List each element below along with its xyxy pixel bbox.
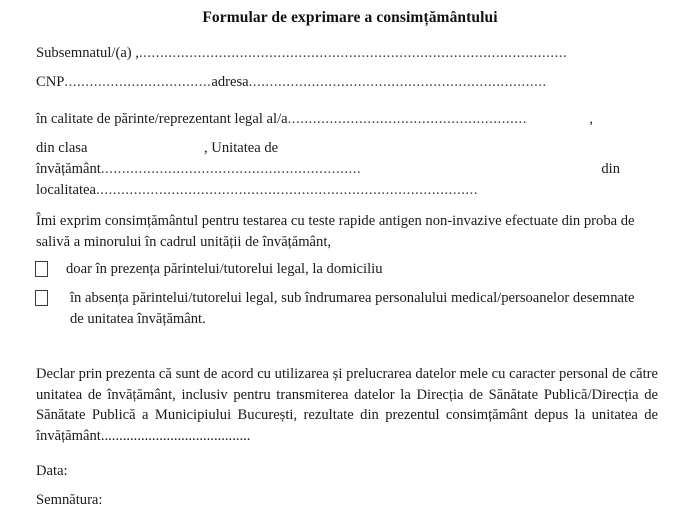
field-adresa-dots: ....................................................................... bbox=[248, 74, 547, 90]
field-localitatea[interactable] bbox=[36, 181, 612, 200]
field-cnp-dots: ................................... bbox=[64, 74, 212, 90]
field-subsemnatul[interactable] bbox=[36, 44, 618, 63]
checkbox-icon-option-2[interactable] bbox=[35, 290, 48, 306]
consent-option-2[interactable] bbox=[35, 288, 635, 329]
field-adresa-label: adresa bbox=[211, 74, 249, 90]
checkbox-icon-option-1[interactable] bbox=[35, 261, 48, 277]
declaration-text: Declar prin prezenta că sunt de acord cu utilizarea și prelucrarea datelor mele cu caracter personal de către unitatea de învățământ, inclusiv pentru transmiterea datelor la Direcția de Sănătate Publică/Direcția de Sănătate Publică a Municipiului București, rezultate din prezentul consimțământ depus la unitatea de învățământ bbox=[36, 366, 658, 444]
consent-option-1-label: doar în prezența părintelui/tutorelui legal, la domiciliu bbox=[66, 261, 383, 277]
consent-intro-paragraph: Îmi exprim consimțământul pentru testarea cu teste rapide antigen non-invazive efectuate din proba de salivă a minorului în cadrul unității de învățământ, bbox=[36, 213, 635, 250]
field-calitate-comma: , bbox=[589, 111, 593, 127]
field-invatamant-dots: .............................................................. bbox=[100, 161, 362, 177]
date-field-label[interactable]: Data: bbox=[36, 463, 68, 479]
field-unitatea-label: , Unitatea de bbox=[204, 140, 279, 156]
field-calitate-label: în calitate de părinte/reprezentant legal al/a bbox=[36, 111, 288, 127]
field-clasa-label: din clasa bbox=[36, 140, 88, 156]
declaration-trailing-dots: ......................................... bbox=[100, 427, 251, 444]
field-cnp-label: CNP bbox=[36, 74, 65, 90]
signature-field-label[interactable]: Semnătura: bbox=[36, 492, 103, 508]
field-subsemnatul-label: Subsemnatul/(a) , bbox=[36, 45, 139, 61]
field-cnp-adresa[interactable] bbox=[36, 73, 614, 92]
field-invatamant[interactable] bbox=[36, 160, 620, 179]
field-invatamant-din: din bbox=[601, 161, 620, 177]
field-calitate-dots: ......................................................... bbox=[287, 111, 527, 127]
field-invatamant-label: învățământ bbox=[36, 161, 101, 177]
field-localitatea-dots: ........................................................................................... bbox=[95, 182, 479, 198]
field-subsemnatul-dots: ...................................................................................................... bbox=[138, 45, 568, 61]
consent-option-2-label: în absența părintelui/tutorelui legal, sub îndrumarea personalului medical/persoanelor desemnate de unitatea învățământ. bbox=[70, 290, 635, 327]
page-title: Formular de exprimare a consimțământului bbox=[202, 9, 498, 26]
consent-option-1[interactable] bbox=[35, 259, 635, 280]
field-calitate[interactable] bbox=[36, 110, 593, 129]
field-localitatea-label: localitatea bbox=[36, 182, 96, 198]
declaration-paragraph bbox=[36, 364, 658, 446]
